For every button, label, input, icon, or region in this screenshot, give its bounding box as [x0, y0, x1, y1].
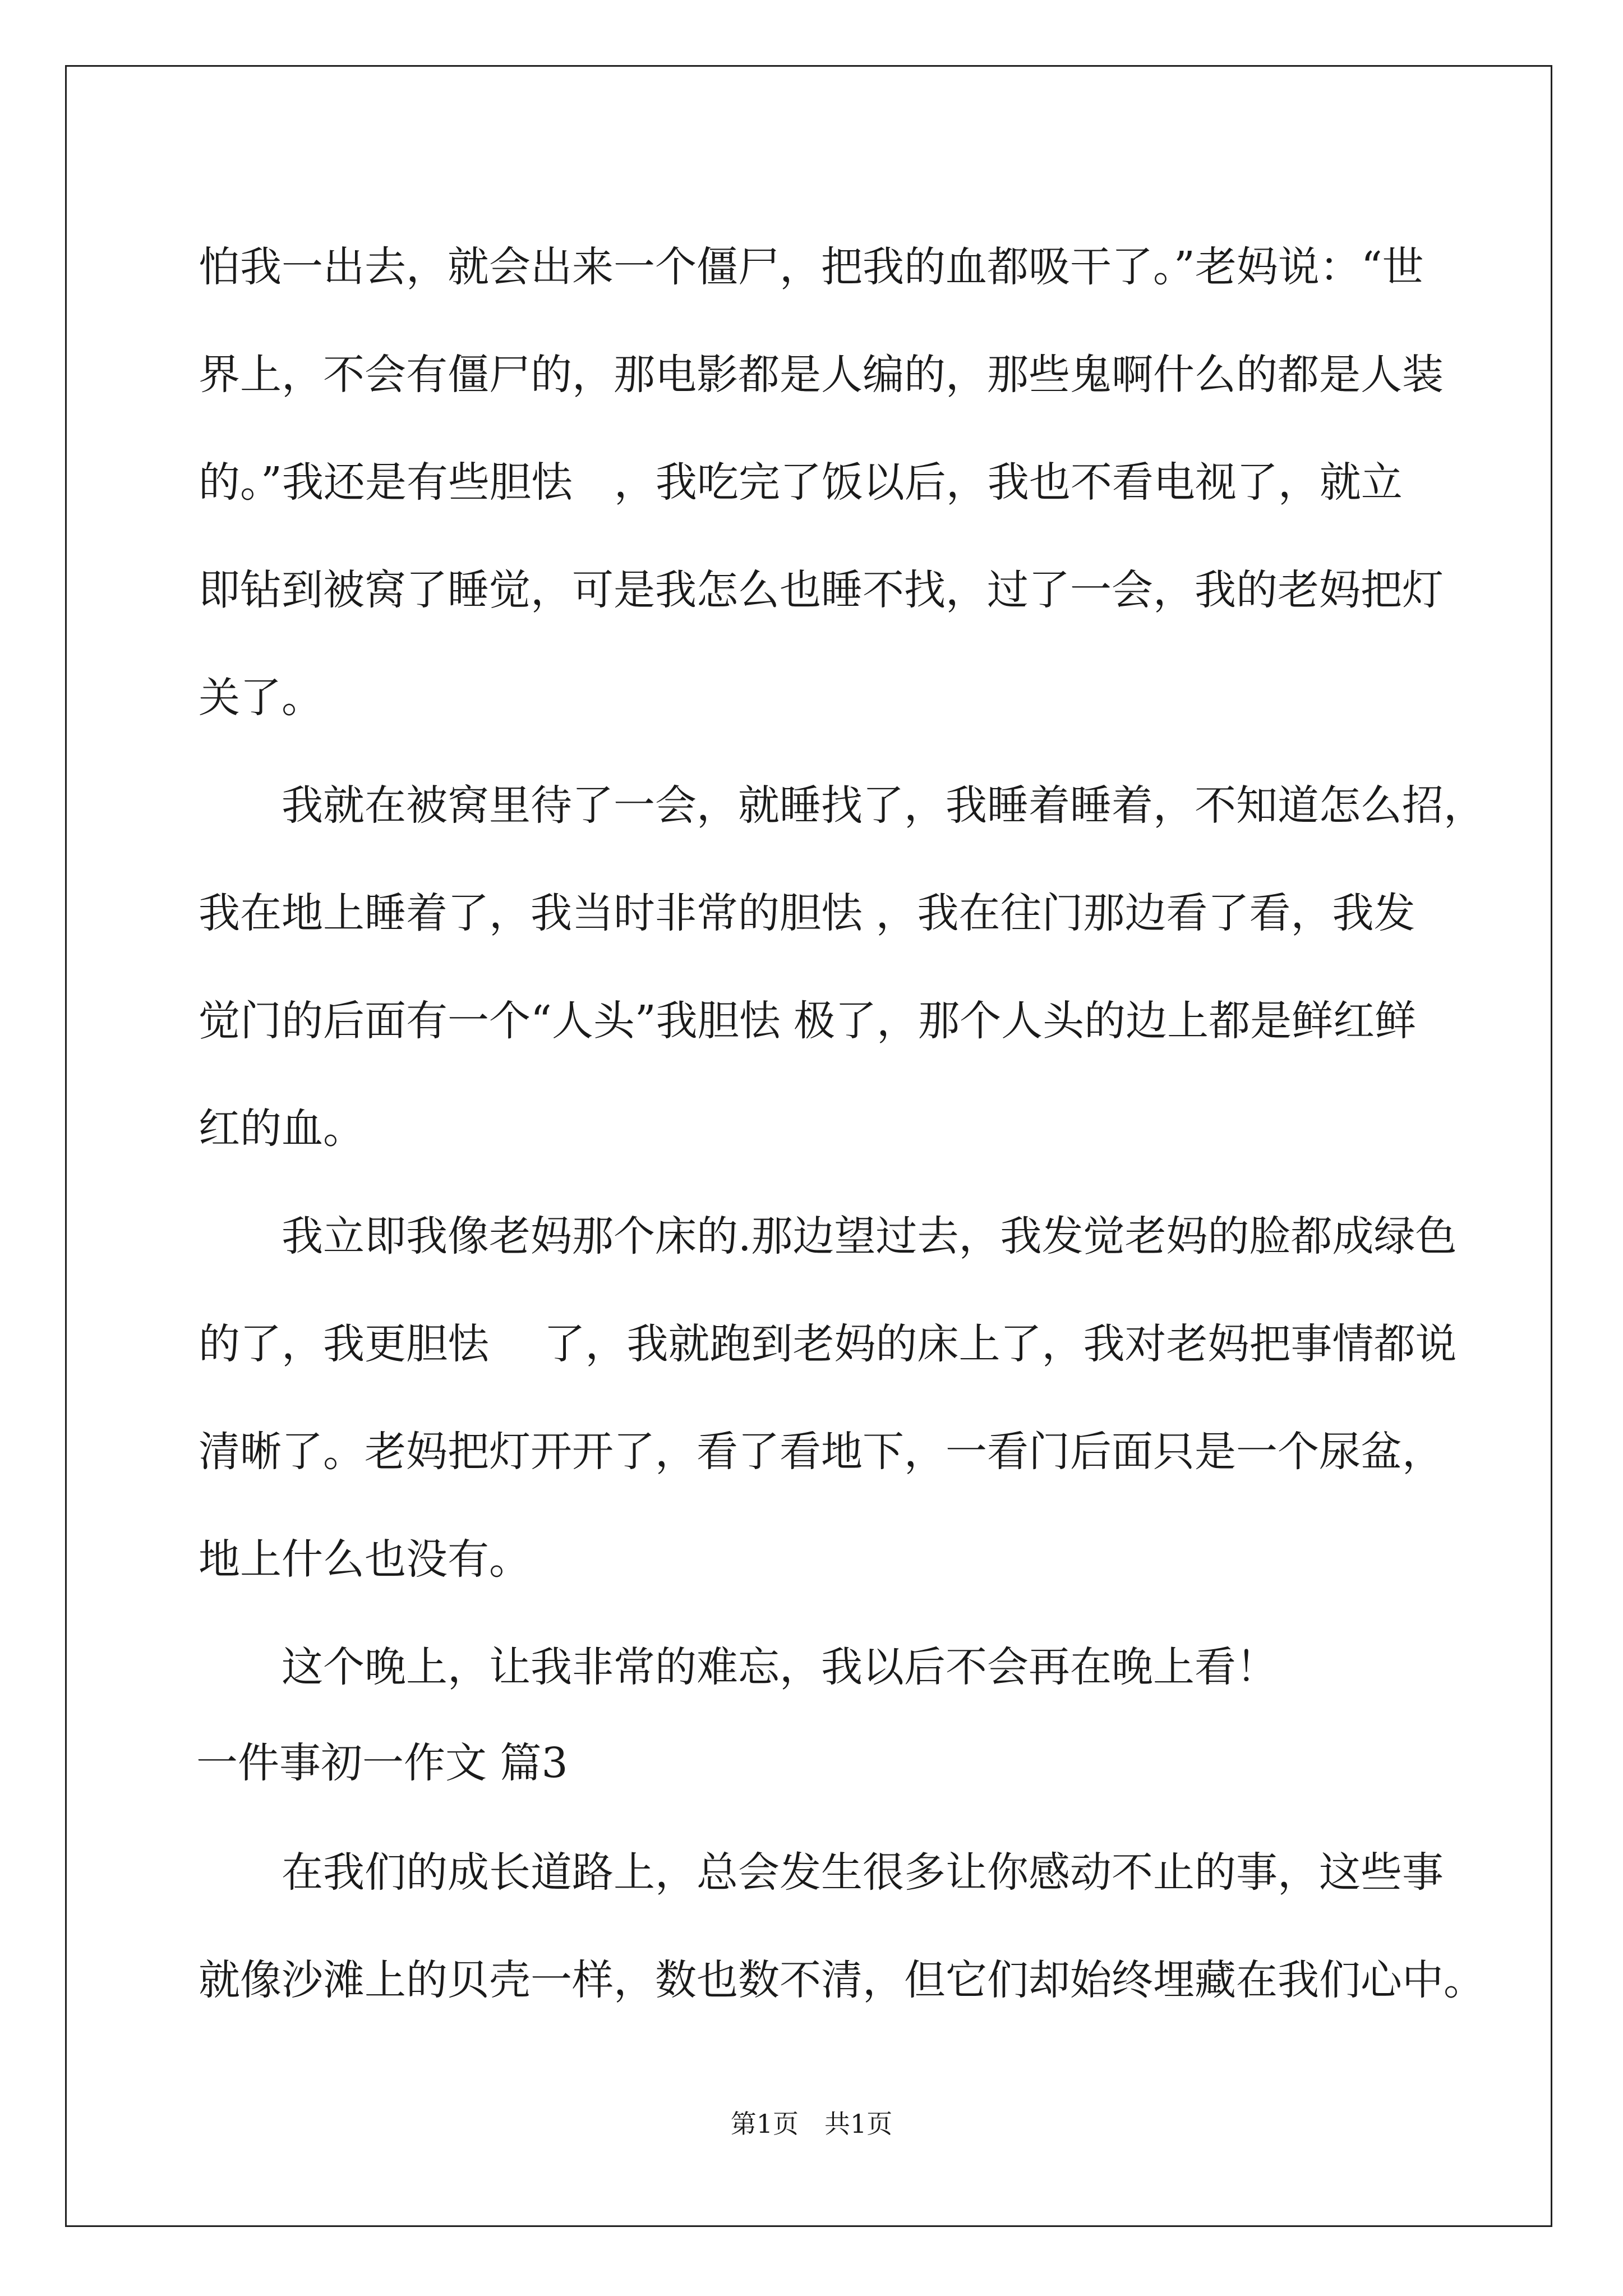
body-line: 界上，不会有僵尸的，那电影都是人编的，那些鬼啊什么的都是人装 [199, 351, 1444, 399]
document-body [196, 213, 1485, 2034]
page-number-footer: 第1页 共1页 [730, 2109, 893, 2139]
body-line: 我在地上睡着了，我当时非常的胆怯 ，我在往门那边看了看，我发 [199, 889, 1415, 937]
body-line: 红的血。 [199, 1105, 365, 1153]
paragraph-start-line: 这个晚上，让我非常的难忘，我以后不会再在晚上看！ [282, 1643, 1278, 1691]
body-line: 关了。 [199, 674, 323, 722]
body-line: 怕我一出去，就会出来一个僵尸，把我的血都吸干了。”老妈说：“世 [199, 243, 1424, 291]
body-line: 的。”我还是有些胆怯 ，我吃完了饭以后，我也不看电视了，就立 [199, 458, 1403, 507]
body-line: 地上什么也没有。 [199, 1535, 531, 1584]
body-line: 的了，我更胆怯 了，我就跑到老妈的床上了，我对老妈把事情都说 [199, 1320, 1457, 1368]
paragraph-start-line: 我立即我像老妈那个床的.那边望过去，我发觉老妈的脸都成绿色 [282, 1212, 1457, 1260]
body-line: 就像沙滩上的贝壳一样，数也数不清，但它们却始终埋藏在我们心中。 [199, 1956, 1485, 2004]
section-heading: 一件事初一作文 篇3 [196, 1739, 568, 1787]
body-line: 清晰了。老妈把灯开开了，看了看地下，一看门后面只是一个尿盆， [199, 1428, 1444, 1476]
paragraph-start-line: 在我们的成长道路上，总会发生很多让你感动不止的事，这些事 [282, 1848, 1444, 1897]
body-line: 觉门的后面有一个“人头”我胆怯 极了，那个人头的边上都是鲜红鲜 [199, 997, 1417, 1045]
body-line: 即钻到被窝了睡觉，可是我怎么也睡不找，过了一会，我的老妈把灯 [199, 566, 1444, 614]
paragraph-start-line: 我就在被窝里待了一会，就睡找了，我睡着睡着，不知道怎么招， [282, 781, 1485, 830]
